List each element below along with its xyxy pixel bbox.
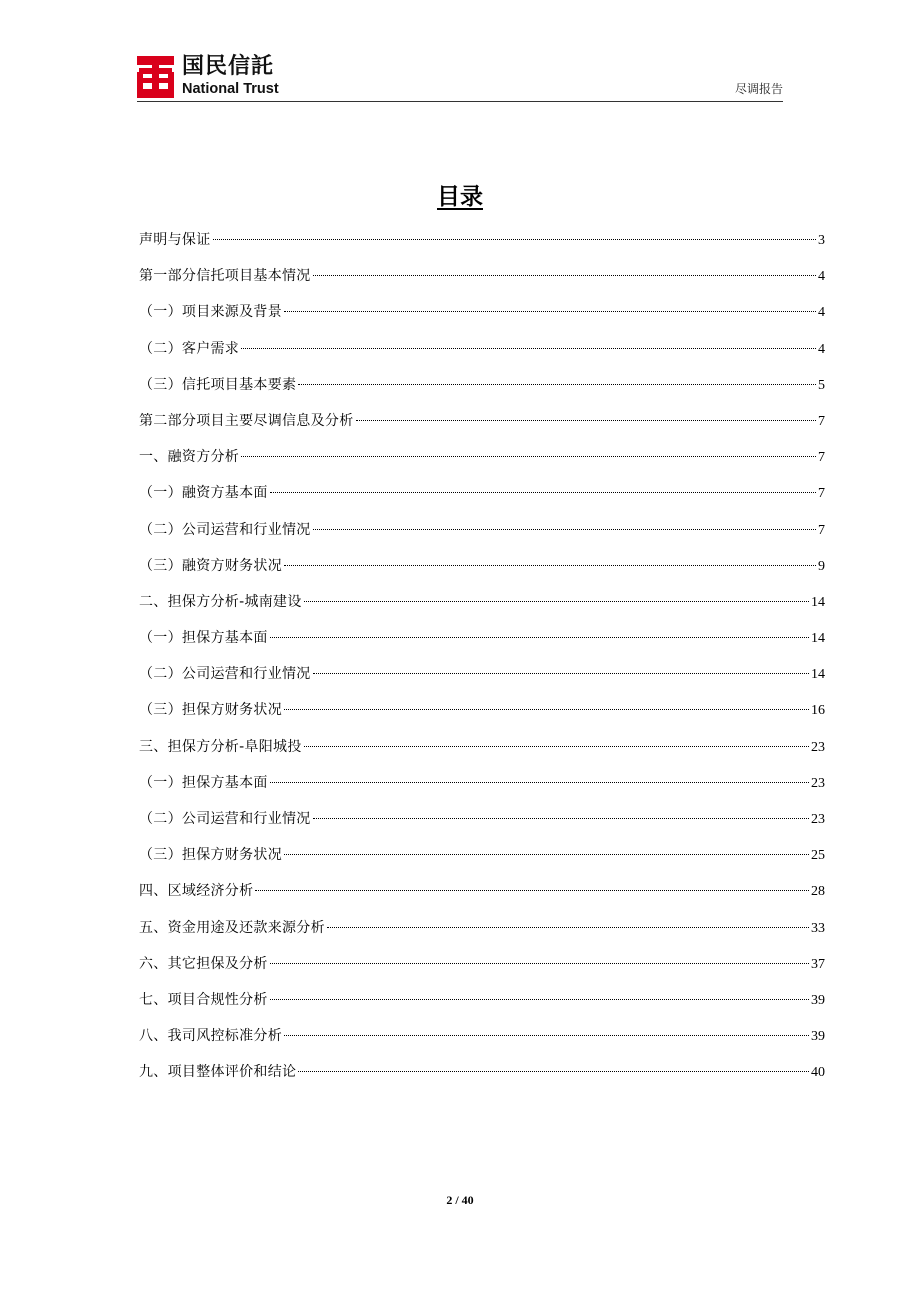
toc-dot-leader bbox=[270, 492, 816, 493]
toc-dot-leader bbox=[270, 637, 809, 638]
toc-entry[interactable] bbox=[139, 989, 825, 1025]
toc-entry[interactable] bbox=[139, 519, 825, 555]
toc-entry-label: （三）担保方财务状况 bbox=[139, 702, 282, 719]
toc-entry-label: （二）公司运营和行业情况 bbox=[139, 666, 311, 683]
toc-entry[interactable] bbox=[139, 338, 825, 374]
toc-entry-page: 16 bbox=[811, 703, 825, 719]
toc-entry[interactable] bbox=[139, 301, 825, 337]
toc-entry-label: （二）客户需求 bbox=[139, 340, 240, 357]
toc-entry-label: （三）信托项目基本要素 bbox=[139, 376, 297, 393]
toc-entry-label: （一）担保方基本面 bbox=[139, 774, 268, 791]
toc-entry-page: 4 bbox=[818, 341, 825, 357]
toc-dot-leader bbox=[284, 854, 809, 855]
toc-entry-label: 九、项目整体评价和结论 bbox=[139, 1064, 297, 1081]
toc-entry-page: 23 bbox=[811, 812, 825, 827]
toc-dot-leader bbox=[213, 239, 817, 240]
toc-entry[interactable] bbox=[139, 917, 825, 953]
toc-dot-leader bbox=[255, 890, 809, 891]
page-header bbox=[137, 54, 783, 102]
toc-entry-page: 23 bbox=[811, 775, 825, 791]
toc-dot-leader bbox=[304, 601, 809, 602]
toc-dot-leader bbox=[356, 420, 817, 421]
toc-entry-page: 14 bbox=[811, 667, 825, 683]
toc-dot-leader bbox=[313, 275, 816, 276]
page-number: 2 / 40 bbox=[446, 1193, 474, 1207]
toc-entry[interactable] bbox=[139, 229, 825, 265]
toc-entry-page: 7 bbox=[818, 486, 825, 502]
toc-entry-page: 28 bbox=[811, 884, 825, 900]
toc-dot-leader bbox=[298, 384, 816, 385]
header-divider bbox=[137, 101, 783, 102]
toc-dot-leader bbox=[327, 927, 809, 928]
toc-entry[interactable] bbox=[139, 482, 825, 518]
toc-entry-page: 23 bbox=[811, 739, 825, 755]
toc-entry[interactable] bbox=[139, 699, 825, 735]
toc-dot-leader bbox=[313, 673, 809, 674]
toc-entry-label: （三）担保方财务状况 bbox=[139, 847, 282, 864]
toc-entry-label: 五、资金用途及还款来源分析 bbox=[139, 919, 325, 936]
toc-entry-page: 39 bbox=[811, 992, 825, 1008]
toc-dot-leader bbox=[284, 311, 816, 312]
toc-dot-leader bbox=[284, 1035, 809, 1036]
toc-dot-leader bbox=[270, 999, 809, 1000]
national-trust-logo-icon bbox=[137, 56, 174, 98]
toc-entry[interactable] bbox=[139, 663, 825, 699]
logo-chinese-name: 国民信託 bbox=[182, 54, 275, 79]
toc-dot-leader bbox=[313, 529, 816, 530]
toc-dot-leader bbox=[284, 709, 809, 710]
toc-entry[interactable] bbox=[139, 1025, 825, 1061]
page-title bbox=[0, 182, 920, 212]
toc-entry[interactable] bbox=[139, 446, 825, 482]
toc-entry[interactable] bbox=[139, 410, 825, 446]
toc-dot-leader bbox=[313, 818, 809, 819]
toc-dot-leader bbox=[270, 963, 809, 964]
toc-entry-label: 第一部分信托项目基本情况 bbox=[139, 268, 311, 285]
toc-entry-label: （一）融资方基本面 bbox=[139, 485, 268, 502]
toc-entry[interactable] bbox=[139, 1061, 825, 1097]
toc-entry[interactable] bbox=[139, 555, 825, 591]
toc-entry-label: （一）项目来源及背景 bbox=[139, 304, 282, 321]
logo-english-name: National Trust bbox=[182, 81, 279, 97]
document-type-label: 尽调报告 bbox=[734, 82, 783, 96]
toc-dot-leader bbox=[284, 565, 816, 566]
toc-entry[interactable] bbox=[139, 374, 825, 410]
toc-entry-label: （一）担保方基本面 bbox=[139, 630, 268, 647]
toc-entry[interactable] bbox=[139, 880, 825, 916]
toc-entry-page: 39 bbox=[811, 1029, 825, 1045]
toc-dot-leader bbox=[298, 1071, 809, 1072]
toc-entry-label: 声明与保证 bbox=[139, 232, 211, 248]
toc-entry-label: （二）公司运营和行业情况 bbox=[139, 521, 311, 538]
toc-entry-page: 4 bbox=[818, 305, 825, 321]
toc-entry[interactable] bbox=[139, 265, 825, 301]
page-title-text: 目录 bbox=[437, 184, 483, 210]
toc-entry-page: 9 bbox=[818, 558, 825, 574]
table-of-contents bbox=[139, 229, 825, 1098]
toc-entry-page: 5 bbox=[818, 377, 825, 393]
toc-entry-label: 七、项目合规性分析 bbox=[139, 991, 268, 1008]
toc-entry-page: 25 bbox=[811, 848, 825, 864]
toc-entry[interactable] bbox=[139, 953, 825, 989]
toc-entry-label: 六、其它担保及分析 bbox=[139, 955, 268, 972]
toc-entry-label: （二）公司运营和行业情况 bbox=[139, 811, 311, 827]
toc-entry-label: 二、担保方分析-城南建设 bbox=[139, 593, 302, 610]
toc-entry[interactable] bbox=[139, 772, 825, 808]
toc-entry[interactable] bbox=[139, 627, 825, 663]
toc-dot-leader bbox=[241, 348, 816, 349]
toc-entry-page: 7 bbox=[818, 413, 825, 429]
toc-entry[interactable] bbox=[139, 591, 825, 627]
toc-entry-label: 第二部分项目主要尽调信息及分析 bbox=[139, 412, 354, 429]
toc-entry[interactable] bbox=[139, 736, 825, 772]
toc-entry-label: 八、我司风控标准分析 bbox=[139, 1028, 282, 1045]
toc-entry-page: 3 bbox=[818, 233, 825, 248]
toc-entry-page: 4 bbox=[818, 269, 825, 285]
toc-dot-leader bbox=[241, 456, 816, 457]
toc-entry-page: 14 bbox=[811, 594, 825, 610]
toc-entry-page: 40 bbox=[811, 1065, 825, 1081]
toc-dot-leader bbox=[270, 782, 809, 783]
toc-entry-page: 33 bbox=[811, 920, 825, 936]
toc-entry[interactable] bbox=[139, 808, 825, 844]
toc-entry-page: 7 bbox=[818, 522, 825, 538]
toc-dot-leader bbox=[304, 746, 809, 747]
toc-entry-page: 14 bbox=[811, 631, 825, 647]
toc-entry-page: 7 bbox=[818, 450, 825, 466]
toc-entry-page: 37 bbox=[811, 956, 825, 972]
toc-entry[interactable] bbox=[139, 844, 825, 880]
toc-entry-label: 四、区域经济分析 bbox=[139, 883, 254, 900]
toc-entry-label: 三、担保方分析-阜阳城投 bbox=[139, 738, 302, 755]
toc-entry-label: 一、融资方分析 bbox=[139, 449, 240, 466]
toc-entry-label: （三）融资方财务状况 bbox=[139, 557, 282, 574]
